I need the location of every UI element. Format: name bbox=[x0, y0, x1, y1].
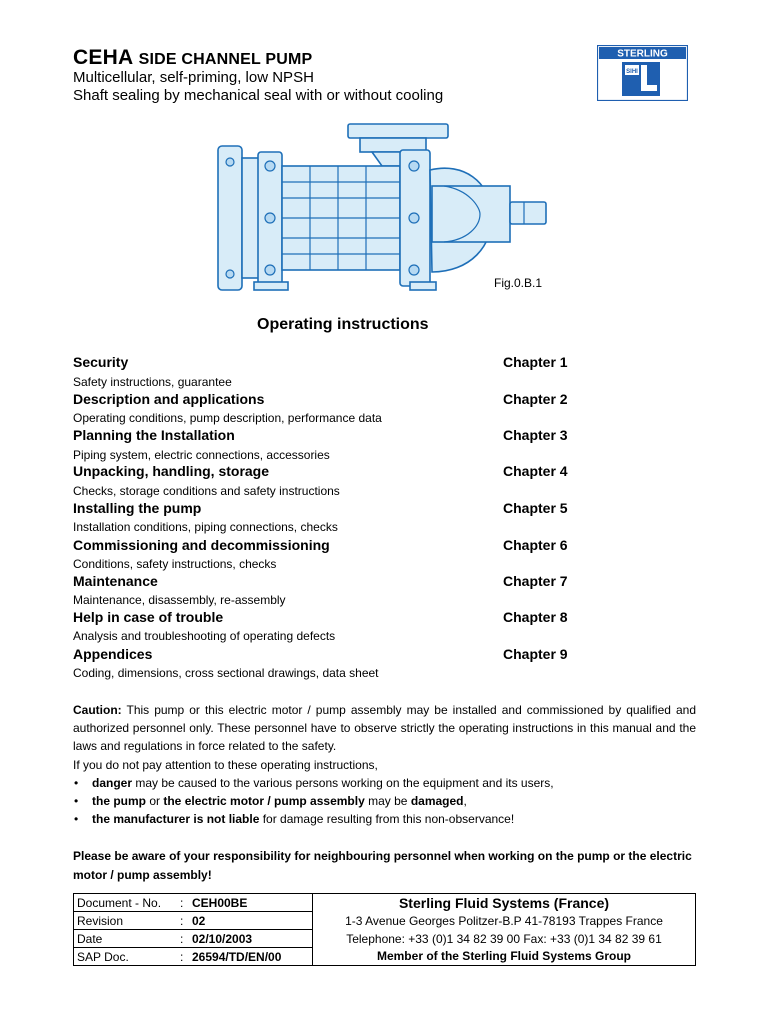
bullet-text: for damage resulting from this non-observance! bbox=[262, 812, 515, 827]
toc-chapter: Chapter 4 bbox=[503, 463, 568, 479]
toc-heading: Maintenance bbox=[73, 573, 158, 589]
info-label: Document - No. bbox=[74, 894, 181, 912]
toc-heading: Planning the Installation bbox=[73, 427, 235, 443]
info-colon: : bbox=[180, 930, 189, 948]
toc-chapter: Chapter 6 bbox=[503, 537, 568, 553]
toc-heading: Appendices bbox=[73, 646, 153, 662]
caution-paragraph bbox=[73, 701, 696, 756]
brand-name: CEHA bbox=[73, 46, 133, 69]
company-name: Sterling Fluid Systems (France) bbox=[313, 894, 696, 912]
info-colon: : bbox=[180, 894, 189, 912]
caution-block bbox=[73, 701, 696, 828]
toc-row bbox=[73, 573, 583, 591]
toc-chapter: Chapter 8 bbox=[503, 609, 568, 625]
company-address: 1-3 Avenue Georges Politzer-B.P 41-78193 Trappes France bbox=[313, 912, 696, 930]
bullet-emphasis: the electric motor / pump assembly bbox=[163, 794, 365, 809]
logo-badge-text: SIHI bbox=[626, 69, 638, 75]
toc-chapter: Chapter 2 bbox=[503, 391, 568, 407]
toc-heading: Description and applications bbox=[73, 391, 265, 407]
caution-text: This pump or this electric motor / pump assembly may be installed and commissioned by qualified and authorized personnel only. These personnel have to observe strictly the operating instructions in this manual and the laws and regulations in force related to the safety. bbox=[73, 703, 696, 754]
bullet-text: , bbox=[463, 794, 467, 809]
toc-heading: Security bbox=[73, 354, 129, 370]
subtitle-1: Multicellular, self-priming, low NPSH bbox=[73, 69, 314, 86]
bullet-text: may be bbox=[368, 794, 408, 809]
toc-row bbox=[73, 537, 583, 555]
subtitle-2: Shaft sealing by mechanical seal with or without cooling bbox=[73, 87, 444, 104]
toc-description: Operating conditions, pump description, performance data bbox=[73, 411, 382, 425]
toc-description: Conditions, safety instructions, checks bbox=[73, 557, 277, 571]
document-info-table bbox=[73, 893, 696, 966]
info-label: SAP Doc. bbox=[74, 948, 181, 966]
info-value: 02/10/2003 bbox=[189, 930, 313, 948]
table-row bbox=[74, 912, 696, 930]
toc-row bbox=[73, 354, 583, 372]
bullet-text: may be caused to the various persons working on the equipment and its users, bbox=[135, 775, 554, 790]
bullet-emphasis: danger bbox=[92, 775, 133, 790]
toc-chapter: Chapter 5 bbox=[503, 500, 568, 516]
info-value: 02 bbox=[189, 912, 313, 930]
info-colon: : bbox=[180, 948, 189, 966]
document-title bbox=[73, 46, 312, 70]
toc-row bbox=[73, 427, 583, 445]
toc-heading: Help in case of trouble bbox=[73, 609, 224, 625]
bullet-text: or bbox=[149, 794, 161, 809]
caution-list bbox=[73, 774, 696, 829]
company-contact: Telephone: +33 (0)1 34 82 39 00 Fax: +33 (0)1 34 82 39 61 bbox=[313, 930, 696, 948]
toc-chapter: Chapter 7 bbox=[503, 573, 568, 589]
pump-illustration bbox=[214, 122, 554, 294]
bullet-emphasis: the manufacturer is not liable bbox=[92, 812, 260, 827]
caution-intro: If you do not pay attention to these operating instructions, bbox=[73, 757, 378, 772]
bullet-emphasis: damaged bbox=[410, 794, 464, 809]
info-value: 26594/TD/EN/00 bbox=[189, 948, 313, 966]
toc-row bbox=[73, 609, 583, 627]
caution-bullet bbox=[73, 810, 696, 828]
caution-bullet bbox=[73, 792, 696, 810]
toc-heading: Installing the pump bbox=[73, 500, 202, 516]
toc-chapter: Chapter 9 bbox=[503, 646, 568, 662]
toc-row bbox=[73, 500, 583, 518]
section-title: Operating instructions bbox=[257, 316, 429, 333]
caution-label: Caution: bbox=[73, 703, 122, 717]
info-colon: : bbox=[180, 912, 189, 930]
figure-caption: Fig.0.B.1 bbox=[494, 276, 543, 290]
info-label: Revision bbox=[74, 912, 181, 930]
company-member: Member of the Sterling Fluid Systems Group bbox=[313, 948, 696, 966]
toc-description: Analysis and troubleshooting of operating defects bbox=[73, 629, 336, 643]
bullet-emphasis: the pump bbox=[92, 794, 146, 809]
toc-chapter: Chapter 3 bbox=[503, 427, 568, 443]
table-row bbox=[74, 894, 696, 912]
toc-heading: Unpacking, handling, storage bbox=[73, 463, 270, 479]
toc-description: Coding, dimensions, cross sectional drawings, data sheet bbox=[73, 666, 379, 680]
info-label: Date bbox=[74, 930, 181, 948]
table-row bbox=[74, 948, 696, 966]
toc-row bbox=[73, 463, 583, 481]
toc-heading: Commissioning and decommissioning bbox=[73, 537, 330, 553]
toc-row bbox=[73, 646, 583, 664]
toc-description: Installation conditions, piping connections, checks bbox=[73, 520, 338, 534]
product-name: SIDE CHANNEL PUMP bbox=[138, 51, 313, 68]
toc-description: Maintenance, disassembly, re-assembly bbox=[73, 593, 286, 607]
toc-chapter: Chapter 1 bbox=[503, 354, 568, 370]
caution-bullet bbox=[73, 774, 696, 792]
table-row bbox=[74, 930, 696, 948]
info-value: CEH00BE bbox=[189, 894, 313, 912]
toc-row bbox=[73, 391, 583, 409]
toc-description: Checks, storage conditions and safety instructions bbox=[73, 484, 340, 498]
toc-description: Piping system, electric connections, accessories bbox=[73, 448, 330, 462]
responsibility-notice: Please be aware of your responsibility for neighbouring personnel when working on the pump or the electric motor / pump assembly! bbox=[73, 849, 692, 882]
sterling-logo bbox=[597, 45, 688, 101]
logo-top-text: STERLING bbox=[617, 48, 668, 60]
toc-description: Safety instructions, guarantee bbox=[73, 375, 232, 389]
